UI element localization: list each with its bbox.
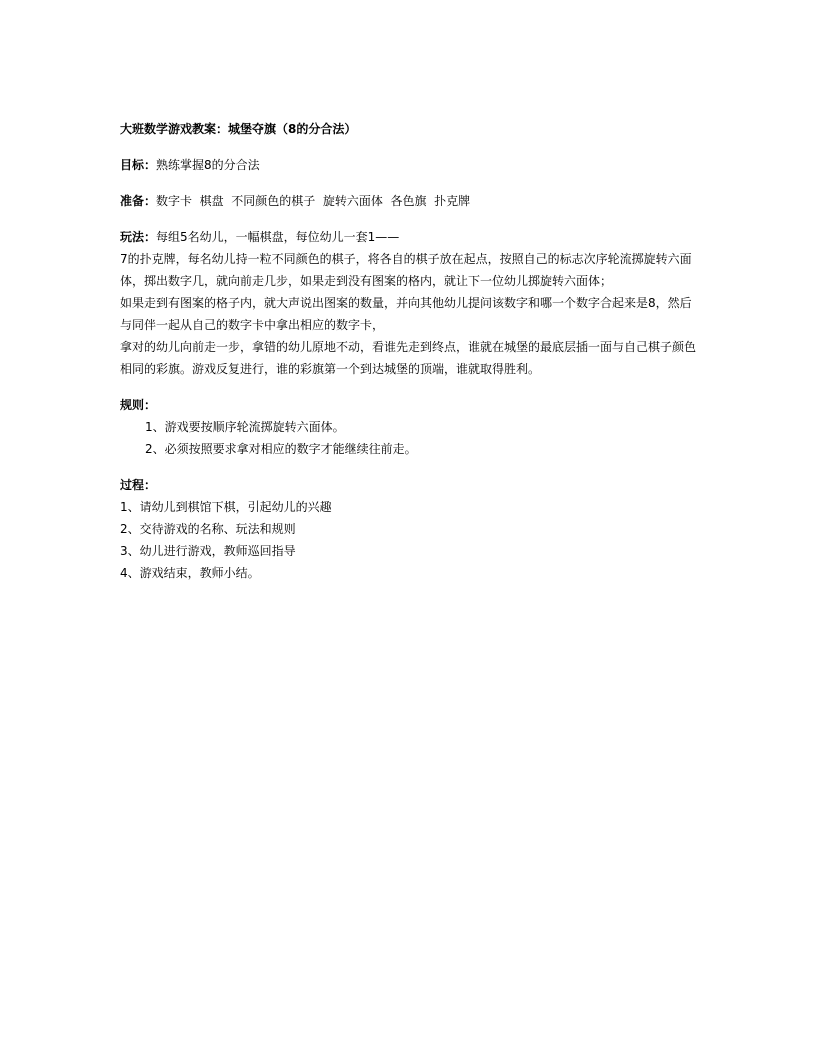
prep-label: 准备：: [120, 194, 157, 208]
goal-text: 熟练掌握8的分合法: [156, 158, 260, 172]
play-section: [120, 226, 700, 380]
rules-section: [120, 394, 700, 460]
rule-item: 1、游戏要按顺序轮流掷旋转六面体。: [145, 420, 345, 434]
process-label: 过程：: [120, 478, 157, 492]
goal-section: [120, 154, 700, 176]
rules-label: 规则：: [120, 398, 157, 412]
document-title: 大班数学游戏教案：城堡夺旗（8的分合法）: [120, 122, 357, 136]
process-item: 4、游戏结束，教师小结。: [120, 566, 260, 580]
goal-label: 目标：: [120, 158, 157, 172]
play-line: 与同伴一起从自己的数字卡中拿出相应的数字卡，: [120, 318, 385, 332]
play-line: 7的扑克牌，每名幼儿持一粒不同颜色的棋子，将各自的棋子放在起点，按照自己的标志次序轮流掷旋转六面: [120, 252, 692, 266]
process-item: 2、交待游戏的名称、玩法和规则: [120, 522, 296, 536]
prep-section: [120, 190, 700, 212]
process-item: 1、请幼儿到棋馆下棋，引起幼儿的兴趣: [120, 500, 332, 514]
play-line: 体，掷出数字几，就向前走几步，如果走到没有图案的格内，就让下一位幼儿掷旋转六面体；: [120, 274, 613, 288]
play-line: 相同的彩旗。游戏反复进行，谁的彩旗第一个到达城堡的顶端，谁就取得胜利。: [120, 362, 541, 376]
prep-text: 数字卡 棋盘 不同颜色的棋子 旋转六面体 各色旗 扑克牌: [156, 194, 471, 208]
lesson-plan-body: [120, 118, 700, 584]
play-label: 玩法：: [120, 230, 157, 244]
process-section: [120, 474, 700, 584]
play-line: 如果走到有图案的格子内，就大声说出图案的数量，并向其他幼儿提问该数字和哪一个数字合起来是8，然后: [120, 296, 692, 310]
process-item: 3、幼儿进行游戏，教师巡回指导: [120, 544, 296, 558]
play-line: 拿对的幼儿向前走一步，拿错的幼儿原地不动，看谁先走到终点，谁就在城堡的最底层插一面与自己棋子颜色: [120, 340, 697, 354]
play-line: 每组5名幼儿，一幅棋盘，每位幼儿一套1——: [156, 230, 400, 244]
rule-item: 2、必须按照要求拿对相应的数字才能继续往前走。: [145, 442, 417, 456]
